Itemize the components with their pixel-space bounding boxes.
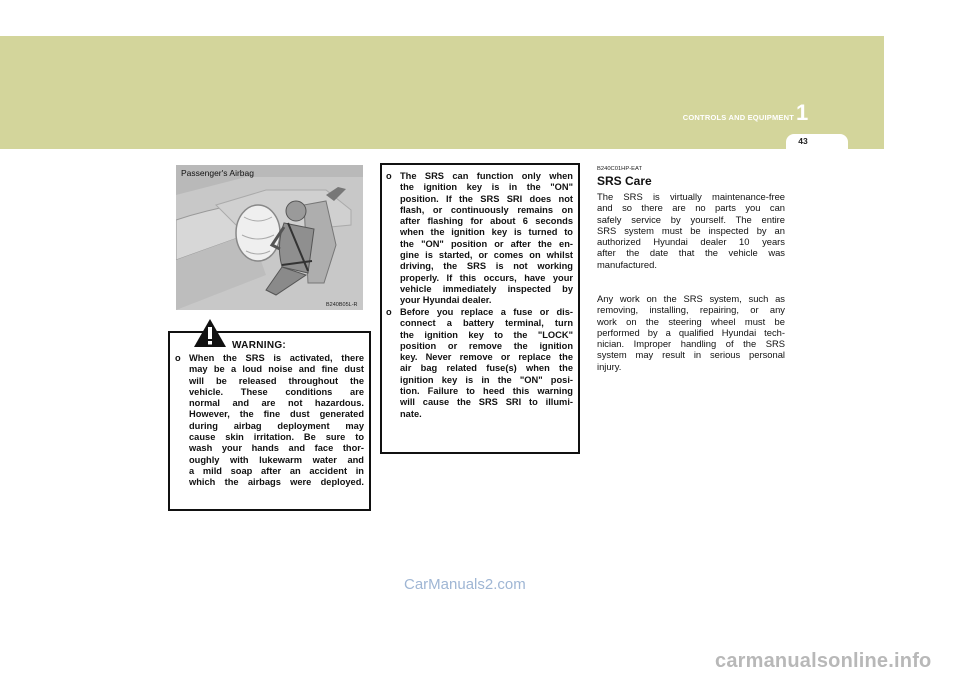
srs-bullet-1: o [386,171,392,181]
srs-item-1-line: properly. If this occurs, have your [400,272,573,283]
srs-care-heading: SRS Care [597,174,652,188]
section-title: CONTROLS AND EQUIPMENT [682,113,794,122]
srs-item-1-line: position. If the SRS SRI does not [400,193,573,204]
srs-item-1-line: the ignition key is in the "ON" [400,182,573,193]
warning-line: a mild soap after an accident in [189,465,364,476]
paragraph-line: performed by a qualified Hyundai tech- [597,326,785,338]
warning-line: cause skin irritation. Be sure to [189,432,364,443]
srs-item-2-line: position or remove the ignition [400,340,573,351]
srs-item-1 [400,171,573,307]
warning-line: vehicle. These conditions are [189,386,364,397]
srs-item-1-line: The SRS can function only when [400,171,573,181]
warning-line: during airbag deployment may [189,420,364,431]
carmanualsonline-watermark-link[interactable]: carmanualsonline.info [715,650,932,672]
srs-item-2-line: ignition key is in the "ON" posi- [400,374,573,385]
figure-code: B240B05L-R [326,302,358,308]
srs-item-2-line: the ignition key to the "LOCK" [400,329,573,340]
srs-item-1-line: driving, the SRS is not working [400,261,573,272]
chapter-number: 1 [796,100,809,125]
paragraph-line: SRS system must be inspected by an [597,224,785,236]
warning-line: normal and are not hazardous. [189,398,364,409]
warning-line: When the SRS is activated, there [189,353,364,363]
paragraph-line: The SRS is virtually maintenance-free [597,191,785,202]
paragraph-line: and so there are no parts you can [597,202,785,214]
srs-item-1-line: when the ignition key is turned to [400,227,573,238]
srs-item-2-line: air bag related fuse(s) when the [400,363,573,374]
srs-item-2 [400,307,573,420]
srs-item-1-line: after flashing for about 6 seconds [400,216,573,227]
paragraph-line: authorized Hyundai dealer 10 years [597,236,785,248]
warning-line: However, the fine dust generated [189,409,364,420]
paragraph-line: after the date that the vehicle was [597,247,785,259]
srs-item-2-line: tion. Failure to heed this warning [400,386,573,397]
warning-text [189,353,364,489]
srs-bullet-2: o [386,307,392,317]
srs-item-2-line: key. Never remove or replace the [400,352,573,363]
srs-item-2-line: connect a battery terminal, turn [400,318,573,329]
warning-line: may be a loud noise and fine dust [189,364,364,375]
figure-label: Passenger's Airbag [181,168,254,178]
srs-item-2-line: Before you replace a fuse or dis- [400,307,573,317]
warning-title: WARNING: [232,340,287,351]
paragraph-line: nician. Improper handling of the SRS [597,338,785,350]
srs-item-1-line: your Hyundai dealer. [400,295,492,306]
paragraph-line: injury. [597,360,622,372]
srs-item-1-line: the "ON" position or after the en- [400,238,573,249]
warning-line: which the airbags were deployed. [189,477,364,488]
srs-item-2-line: will cause the SRS SRI to illumi- [400,397,573,408]
srs-item-1-line: flash, or continuously remains on [400,204,573,215]
paragraph-line: work on the steering wheel must be [597,315,785,327]
airbag-illustration [176,165,363,310]
srs-item-2-line: nate. [400,408,422,419]
warning-line: oughly with lukewarm water and [189,454,364,465]
paragraph-line: removing, installing, repairing, or any [597,304,785,316]
header-band [0,36,884,149]
paragraph-line: safely service by yourself. The entire [597,213,785,225]
warning-triangle-icon [193,318,227,348]
paragraph-line: manufactured. [597,258,657,270]
warning-line: will be released throughout the [189,375,364,386]
paragraph-line: system may result in serious personal [597,349,785,361]
warning-line: wash your hands and face thor- [189,443,364,454]
warning-bullet: o [175,353,181,363]
airbag-drawing [176,165,363,310]
paragraph-line: Any work on the SRS system, such as [597,293,785,304]
srs-item-1-line: vehicle immediately inspected by [400,283,573,294]
srs-item-1-line: gine is started, or comes on whilst [400,250,573,261]
page-number: 43 [798,136,808,146]
carmanuals2-watermark-link[interactable]: CarManuals2.com [404,576,526,593]
srs-care-paragraph-1 [597,191,785,270]
srs-care-paragraph-2 [597,293,785,372]
section-reference-code: B240C01HP-EAT [597,166,642,172]
